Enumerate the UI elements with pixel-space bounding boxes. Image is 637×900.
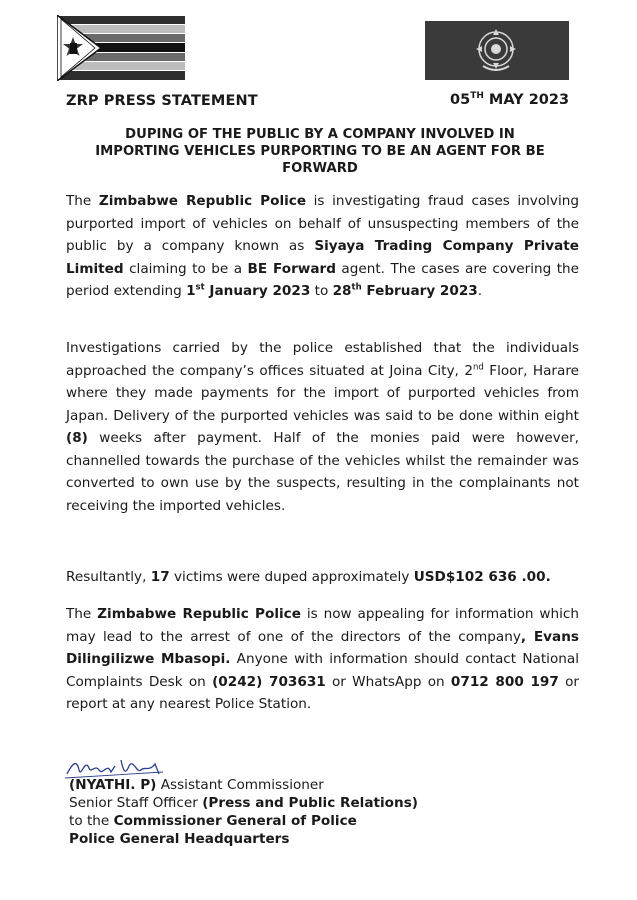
paragraph-victims: Resultantly, 17 victims were duped approximately USD$102 636 .00. bbox=[66, 569, 551, 585]
office-line: Senior Staff Officer (Press and Public Relations) bbox=[69, 795, 418, 811]
paragraph-appeal: The Zimbabwe Republic Police is now appealing for information which may lead to the arrest of one of the directors of the company, Evans Dilingilizwe Mbasopi. Anyone with information should contact National Complaints Desk on (0242) 703631 or WhatsApp on 0712 800 197 or report at any nearest Police Station. bbox=[66, 606, 579, 712]
paragraph-investigation: The Zimbabwe Republic Police is investigating fraud cases involving purported import of vehicles on behalf of unsuspecting members of the public by a company known as Siyaya Trading Company Private Limited claiming to be a BE Forward agent. The cases are covering the period extending 1st January 2023 to 28th February 2023. bbox=[66, 193, 579, 299]
title-line: FORWARD bbox=[282, 161, 358, 176]
zrp-badge-icon bbox=[425, 21, 569, 80]
zimbabwe-flag-icon bbox=[57, 15, 185, 81]
title-line: IMPORTING VEHICLES PURPORTING TO BE AN AGENT FOR BE bbox=[95, 144, 545, 159]
statement-label: ZRP PRESS STATEMENT bbox=[66, 93, 258, 109]
signatory-line: (NYATHI. P) Assistant Commissioner bbox=[69, 777, 324, 793]
signoff-block bbox=[69, 776, 418, 848]
statement-title bbox=[60, 126, 580, 177]
department-line: to the Commissioner General of Police bbox=[69, 813, 357, 829]
headquarters-line: Police General Headquarters bbox=[69, 831, 290, 847]
statement-date: 05TH MAY 2023 bbox=[450, 91, 570, 108]
paragraph-findings: Investigations carried by the police established that the individuals approached the company’s offices situated at Joina City, 2nd Floor, Harare where they made payments for the import of purported vehicles from Japan. Delivery of the purported vehicles was said to be done within eight (8) weeks after payment. Half of the monies paid were however, channelled towards the purchase of the vehicles whilst the remainder was converted to own use by the suspects, resulting in the complainants not receiving the imported vehicles. bbox=[66, 340, 580, 514]
title-line: DUPING OF THE PUBLIC BY A COMPANY INVOLVED IN bbox=[125, 127, 515, 142]
